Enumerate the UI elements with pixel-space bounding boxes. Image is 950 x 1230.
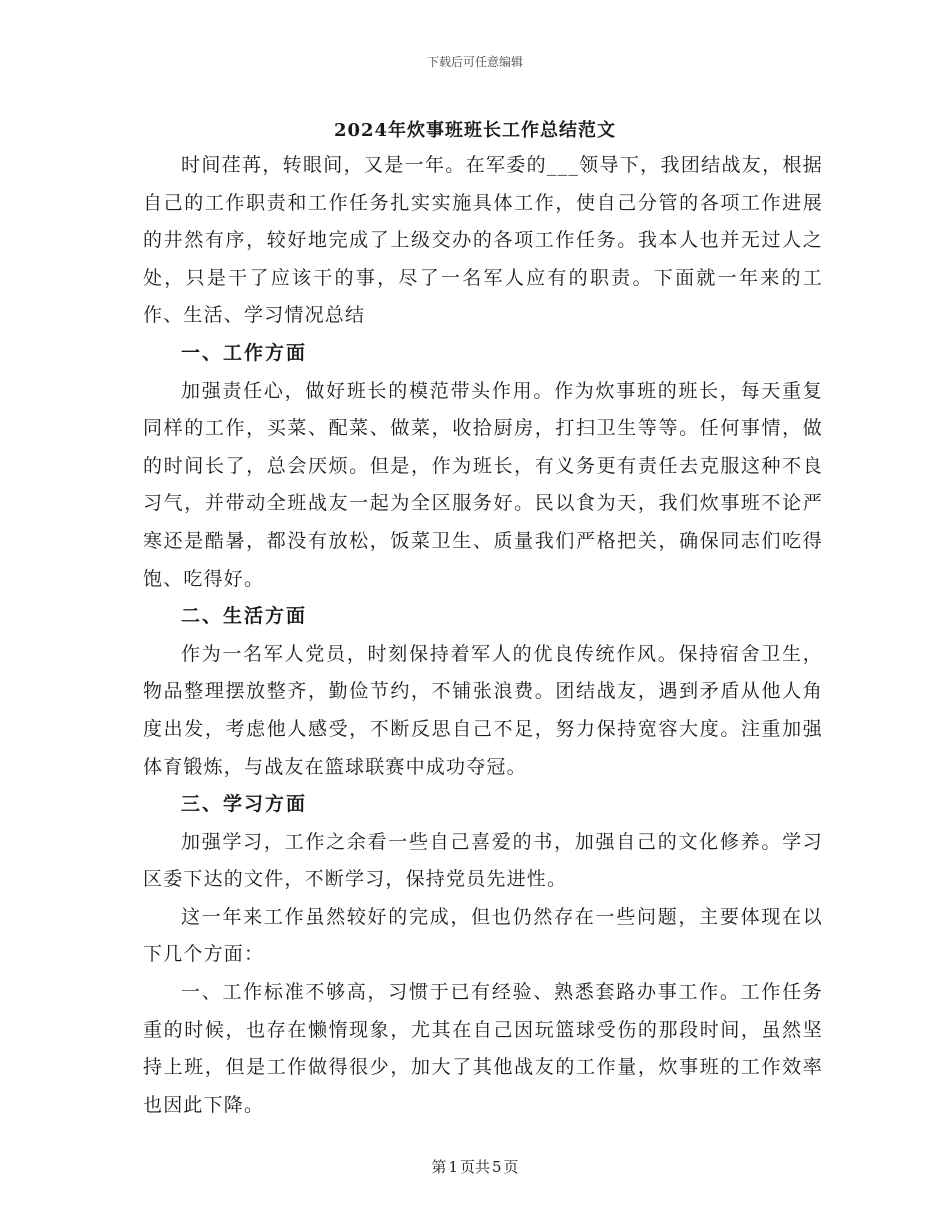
footer-suffix: 页 [503,1158,519,1176]
header-note: 下载后可任意编辑 [426,55,523,69]
paragraph-work: 加强责任心，做好班长的模范带头作用。作为炊事班的班长，每天重复同样的工作，买菜、配菜、做菜，收拾厨房，打扫卫生等等。任何事情，做的时间长了，总会厌烦。但是，作为班长，有义务更有责任去克服这种不良习气，并带动全班战友一起为全区服务好。民以食为天，我们炊事班不论严寒还是酷暑，都没有放松，饭菜卫生、质量我们严格把关，确保同志们吃得饱、吃得好。 [143,379,823,590]
section-heading-life: 二、生活方面 [181,605,308,628]
footer-total-pages: 5 [492,1158,502,1176]
section-heading-study: 三、学习方面 [181,793,308,816]
paragraph-life: 作为一名军人党员，时刻保持着军人的优良传统作风。保持宿舍卫生，物品整理摆放整齐，勤俭节约，不铺张浪费。团结战友，遇到矛盾从他人角度出发，考虑他人感受，不断反思自己不足，努力保持宽容大度。注重加强体育锻炼，与战友在篮球联赛中成功夺冠。 [143,642,823,778]
footer-current-page: 1 [448,1158,458,1176]
paragraph-study: 加强学习，工作之余看一些自己喜爱的书，加强自己的文化修养。学习区委下达的文件，不断学习，保持党员先进性。 [143,830,823,891]
document-title: 2024年炊事班班长工作总结范文 [333,120,617,141]
paragraph-problems-intro: 这一年来工作虽然较好的完成，但也仍然存在一些问题，主要体现在以下几个方面： [143,905,823,966]
paragraph-intro: 时间荏苒，转眼间，又是一年。在军委的___领导下，我团结战友，根据自己的工作职责和工作任务扎实实施具体工作，使自己分管的各项工作进展的井然有序，较好地完成了上级交办的各项工作任务。我本人也并无过人之处，只是干了应该干的事，尽了一名军人应有的职责。下面就一年来的工作、生活、学习情况总结 [143,154,823,327]
page-footer [0,1156,950,1177]
document-body [143,147,823,1124]
footer-prefix: 第 [431,1158,447,1176]
paragraph-problem-one: 一、工作标准不够高，习惯于已有经验、熟悉套路办事工作。工作任务重的时候，也存在懒惰现象，尤其在自己因玩篮球受伤的那段时间，虽然坚持上班，但是工作做得很少，加大了其他战友的工作量，炊事班的工作效率也因此下降。 [143,981,823,1116]
footer-middle: 页共 [459,1158,490,1176]
section-heading-work: 一、工作方面 [181,341,308,364]
